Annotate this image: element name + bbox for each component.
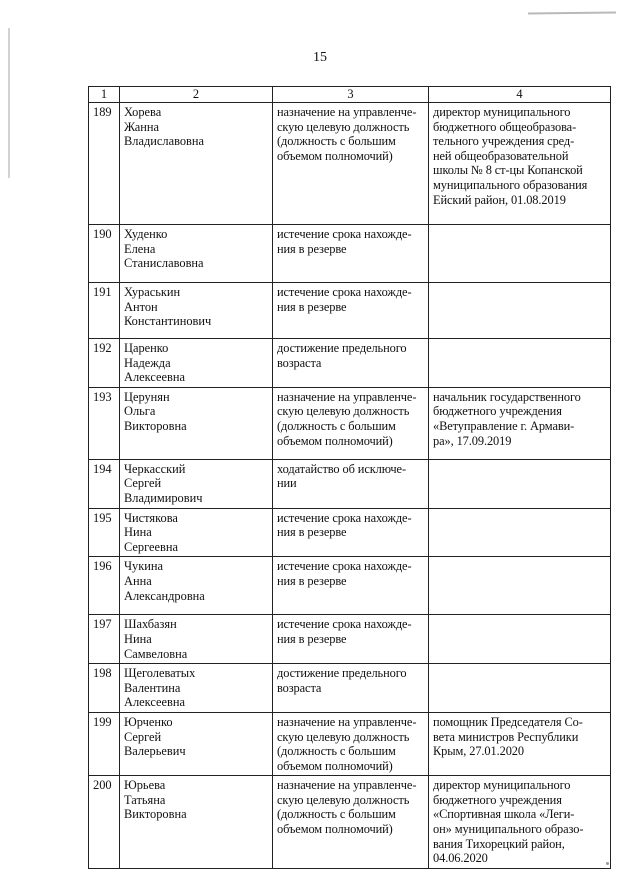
- new-position-line: муниципального образования: [433, 177, 588, 192]
- person-name: [120, 776, 273, 869]
- table-row: [89, 459, 611, 508]
- table-row: [89, 225, 611, 283]
- person-name: [120, 508, 273, 557]
- table-row: [89, 776, 611, 869]
- new-position: [429, 712, 611, 775]
- person-name-line: Алексеевна: [124, 370, 185, 385]
- exclusion-reason-line: возраста: [277, 355, 322, 370]
- person-name-line: Юрьева: [124, 778, 166, 793]
- new-position: [429, 103, 611, 225]
- person-name-line: Черкасский: [124, 461, 186, 476]
- exclusion-reason-line: назначение на управленче-: [277, 778, 417, 793]
- person-name: [120, 459, 273, 508]
- person-name-line: Анна: [124, 573, 152, 588]
- exclusion-reason-line: истечение срока нахожде-: [277, 617, 412, 632]
- new-position-line: ра», 17.09.2019: [433, 433, 512, 448]
- exclusion-reason: [273, 776, 429, 869]
- person-name-line: Сергеевна: [124, 539, 179, 554]
- exclusion-reason-line: скую целевую должность: [277, 404, 410, 419]
- person-name-line: Чукина: [124, 559, 164, 574]
- column-header: 1: [89, 87, 120, 103]
- new-position-line: тельного учреждения сред-: [433, 134, 575, 149]
- exclusion-reason-line: ния в резерве: [277, 241, 347, 256]
- new-position: [429, 459, 611, 508]
- new-position-line: вета министров Республики: [433, 729, 579, 744]
- new-position-line: бюджетного учреждения: [433, 792, 562, 807]
- exclusion-reason-line: возраста: [277, 680, 322, 695]
- table-row: [89, 557, 611, 615]
- person-name: [120, 387, 273, 459]
- exclusion-reason-line: (должность с большим: [277, 744, 396, 759]
- person-name-line: Валентина: [124, 680, 181, 695]
- new-position: [429, 283, 611, 339]
- new-position-line: Ейский район, 01.08.2019: [433, 192, 566, 207]
- row-number: 192: [89, 339, 120, 388]
- new-position: [429, 776, 611, 869]
- person-name-line: Антон: [124, 299, 158, 314]
- person-name-line: Жанна: [124, 119, 160, 134]
- table-row: [89, 283, 611, 339]
- person-name-line: Сергей: [124, 729, 162, 744]
- table-row: [89, 339, 611, 388]
- row-number: 200: [89, 776, 120, 869]
- table-row: [89, 508, 611, 557]
- exclusion-reason-line: истечение срока нахожде-: [277, 559, 412, 574]
- person-name-line: Константинович: [124, 314, 212, 329]
- exclusion-reason-line: объемом полномочий): [277, 148, 393, 163]
- person-name-line: Самвеловна: [124, 646, 188, 661]
- person-name-line: Хураськин: [124, 285, 181, 299]
- new-position-line: начальник государственного: [433, 389, 581, 404]
- row-number: 199: [89, 712, 120, 775]
- exclusion-reason: [273, 103, 429, 225]
- person-name-line: Владиславовна: [124, 134, 205, 149]
- new-position-line: школы № 8 ст-цы Копанской: [433, 163, 583, 178]
- row-number: 191: [89, 283, 120, 339]
- row-number: 193: [89, 387, 120, 459]
- exclusion-reason-line: ния в резерве: [277, 525, 347, 540]
- table-row: [89, 615, 611, 664]
- new-position: [429, 225, 611, 283]
- person-name: [120, 225, 273, 283]
- person-name-line: Елена: [124, 241, 156, 256]
- person-name-line: Надежда: [124, 355, 171, 370]
- page-number: 15: [313, 50, 327, 65]
- person-name-line: Чистякова: [124, 510, 178, 525]
- exclusion-reason-line: (должность с большим: [277, 134, 396, 149]
- exclusion-reason-line: ния в резерве: [277, 299, 347, 314]
- table-row: [89, 712, 611, 775]
- row-number: 190: [89, 225, 120, 283]
- new-position-line: помощник Председателя Со-: [433, 714, 583, 729]
- exclusion-reason: [273, 459, 429, 508]
- exclusion-reason-line: назначение на управленче-: [277, 389, 417, 404]
- person-name: [120, 283, 273, 339]
- new-position-line: «Спортивная школа «Леги-: [433, 807, 575, 822]
- row-number: 195: [89, 508, 120, 557]
- person-name-line: Ольга: [124, 404, 156, 419]
- exclusion-reason: [273, 225, 429, 283]
- new-position-line: директор муниципального: [433, 778, 571, 793]
- exclusion-reason: [273, 664, 429, 713]
- person-name-line: Сергей: [124, 476, 162, 491]
- person-name-line: Церунян: [124, 389, 170, 404]
- exclusion-reason: [273, 615, 429, 664]
- new-position-line: ней общеобразовательной: [433, 148, 569, 163]
- exclusion-reason-line: ходатайство об исключе-: [277, 461, 406, 476]
- row-number: 198: [89, 664, 120, 713]
- exclusion-reason-line: назначение на управленче-: [277, 105, 417, 119]
- exclusion-reason-line: достижение предельного: [277, 666, 407, 681]
- exclusion-reason-line: достижение предельного: [277, 341, 407, 355]
- person-name-line: Викторовна: [124, 807, 187, 822]
- exclusion-reason-line: объемом полномочий): [277, 758, 393, 773]
- new-position: [429, 387, 611, 459]
- column-header: 3: [273, 87, 429, 103]
- exclusion-reason-line: скую целевую должность: [277, 729, 410, 744]
- person-name-line: Нина: [124, 525, 152, 540]
- person-name-line: Александровна: [124, 588, 205, 603]
- exclusion-reason-line: объемом полномочий): [277, 433, 393, 448]
- row-number: 196: [89, 557, 120, 615]
- person-name-line: Шахбазян: [124, 617, 177, 632]
- new-position-line: Крым, 27.01.2020: [433, 744, 524, 759]
- person-name-line: Худенко: [124, 227, 168, 241]
- exclusion-reason-line: ния в резерве: [277, 573, 347, 588]
- new-position-line: директор муниципального: [433, 105, 571, 119]
- person-name-line: Станиславовна: [124, 256, 204, 271]
- new-position-line: бюджетного общеобразова-: [433, 119, 577, 134]
- exclusion-reason: [273, 557, 429, 615]
- table-row: [89, 664, 611, 713]
- new-position: [429, 508, 611, 557]
- exclusion-reason-line: скую целевую должность: [277, 119, 410, 134]
- exclusion-reason: [273, 283, 429, 339]
- person-name-line: Владимирович: [124, 490, 203, 505]
- header-row: [89, 87, 611, 103]
- person-name-line: Юрченко: [124, 714, 173, 729]
- exclusion-reason-line: объемом полномочий): [277, 822, 393, 837]
- exclusion-reason-line: скую целевую должность: [277, 792, 410, 807]
- column-header: 4: [429, 87, 611, 103]
- new-position-line: «Ветуправление г. Армави-: [433, 418, 575, 433]
- person-name: [120, 557, 273, 615]
- row-number: 197: [89, 615, 120, 664]
- exclusion-reason-line: (должность с большим: [277, 418, 396, 433]
- exclusion-reason-line: истечение срока нахожде-: [277, 285, 412, 299]
- person-name-line: Нина: [124, 631, 152, 646]
- exclusion-reason: [273, 712, 429, 775]
- row-number: 194: [89, 459, 120, 508]
- exclusion-reason: [273, 339, 429, 388]
- table-row: [89, 103, 611, 225]
- new-position: [429, 557, 611, 615]
- table-row: [89, 387, 611, 459]
- exclusion-reason-line: ния в резерве: [277, 631, 347, 646]
- new-position-line: он» муниципального образо-: [433, 822, 584, 837]
- exclusion-reason-line: истечение срока нахожде-: [277, 227, 412, 241]
- exclusion-reason: [273, 508, 429, 557]
- person-name-line: Алексеевна: [124, 695, 185, 710]
- exclusion-reason-line: (должность с большим: [277, 807, 396, 822]
- exclusion-reason-line: назначение на управленче-: [277, 714, 417, 729]
- column-header: 2: [120, 87, 273, 103]
- person-name-line: Викторовна: [124, 418, 187, 433]
- exclusion-reason-line: истечение срока нахожде-: [277, 510, 412, 525]
- person-name: [120, 712, 273, 775]
- new-position-line: вания Тихорецкий район,: [433, 836, 565, 851]
- scan-artifact-line: [528, 12, 616, 15]
- new-position-line: бюджетного учреждения: [433, 404, 562, 419]
- person-name-line: Щеголеватых: [124, 666, 196, 681]
- new-position: [429, 664, 611, 713]
- person-name: [120, 103, 273, 225]
- row-number: 189: [89, 103, 120, 225]
- reserve-table: [88, 86, 611, 869]
- person-name: [120, 664, 273, 713]
- person-name-line: Царенко: [124, 341, 169, 355]
- person-name-line: Татьяна: [124, 792, 166, 807]
- new-position: [429, 615, 611, 664]
- person-name-line: Хорева: [124, 105, 162, 119]
- person-name-line: Валерьевич: [124, 744, 186, 759]
- exclusion-reason-line: нии: [277, 476, 297, 491]
- new-position: [429, 339, 611, 388]
- new-position-line: 04.06.2020: [433, 851, 488, 866]
- exclusion-reason: [273, 387, 429, 459]
- person-name: [120, 615, 273, 664]
- person-name: [120, 339, 273, 388]
